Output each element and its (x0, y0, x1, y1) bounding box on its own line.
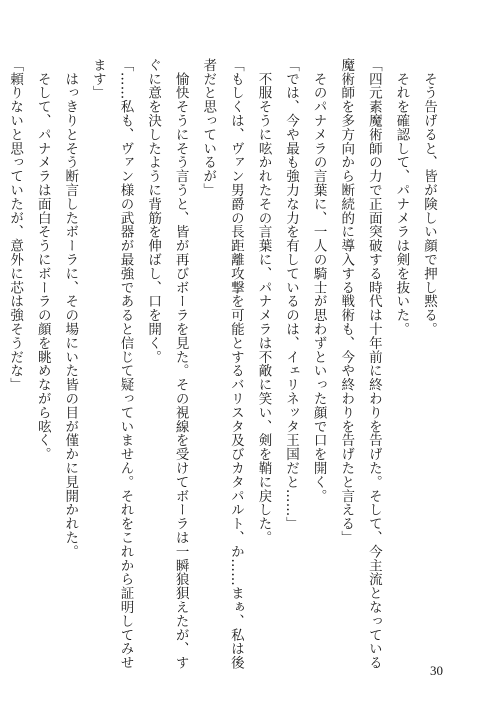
text-line: 「頼りないと思っていたが、意外に芯は強そうだな」 (7, 58, 24, 392)
text-line: 愉快そうにそう言うと、皆が再びボーラを見た。その視線を受けてボーラは一瞬狼狽えたが、す (172, 58, 189, 670)
text-line: そして、パナメラは面白そうにボーラの顔を眺めながら呟く。 (34, 58, 51, 462)
text-line: 「もしくは、ヴァン男爵の長距離攻撃を可能とするバリスタ及びカタパルト、か……まぁ、私は後 (227, 58, 244, 670)
text-line: 「では、今や最も強力な力を有しているのは、イェリネッタ王国だと……」 (283, 58, 300, 531)
text-line: 魔術師を多方向から断続的に導入する戦術も、今や終わりを告げたと言える」 (338, 58, 355, 545)
body-text (7, 58, 442, 670)
text-line: 者だと思っているが」 (200, 58, 217, 197)
text-line: ます」 (89, 58, 106, 100)
text-line: 「……私も、ヴァン様の武器が最強であると信じて疑っていません。それをこれから証明してみせ (117, 58, 134, 670)
text-line: はっきりとそう断言したボーラに、その場にいた皆の目が僅かに見開かれた。 (62, 58, 79, 559)
text-line: そう告げると、皆が険しい顔で押し黙る。 (421, 58, 437, 336)
text-line: そのパナメラの言葉に、一人の騎士が思わずといった顔で口を開く。 (310, 58, 327, 503)
text-line: ぐに意を決したように背筋を伸ばし、口を開く。 (145, 58, 162, 364)
text-line: それを確認して、パナメラは剣を抜いた。 (393, 58, 410, 336)
text-line: 「四元素魔術師の力で正面突破する時代は十年前に終わりを告げた。そして、今主流となっている (365, 58, 382, 670)
page-number: 30 (430, 663, 443, 678)
text-line: 不服そうに呟かれたその言葉に、パナメラは不敵に笑い、剣を鞘に戻した。 (255, 58, 272, 545)
